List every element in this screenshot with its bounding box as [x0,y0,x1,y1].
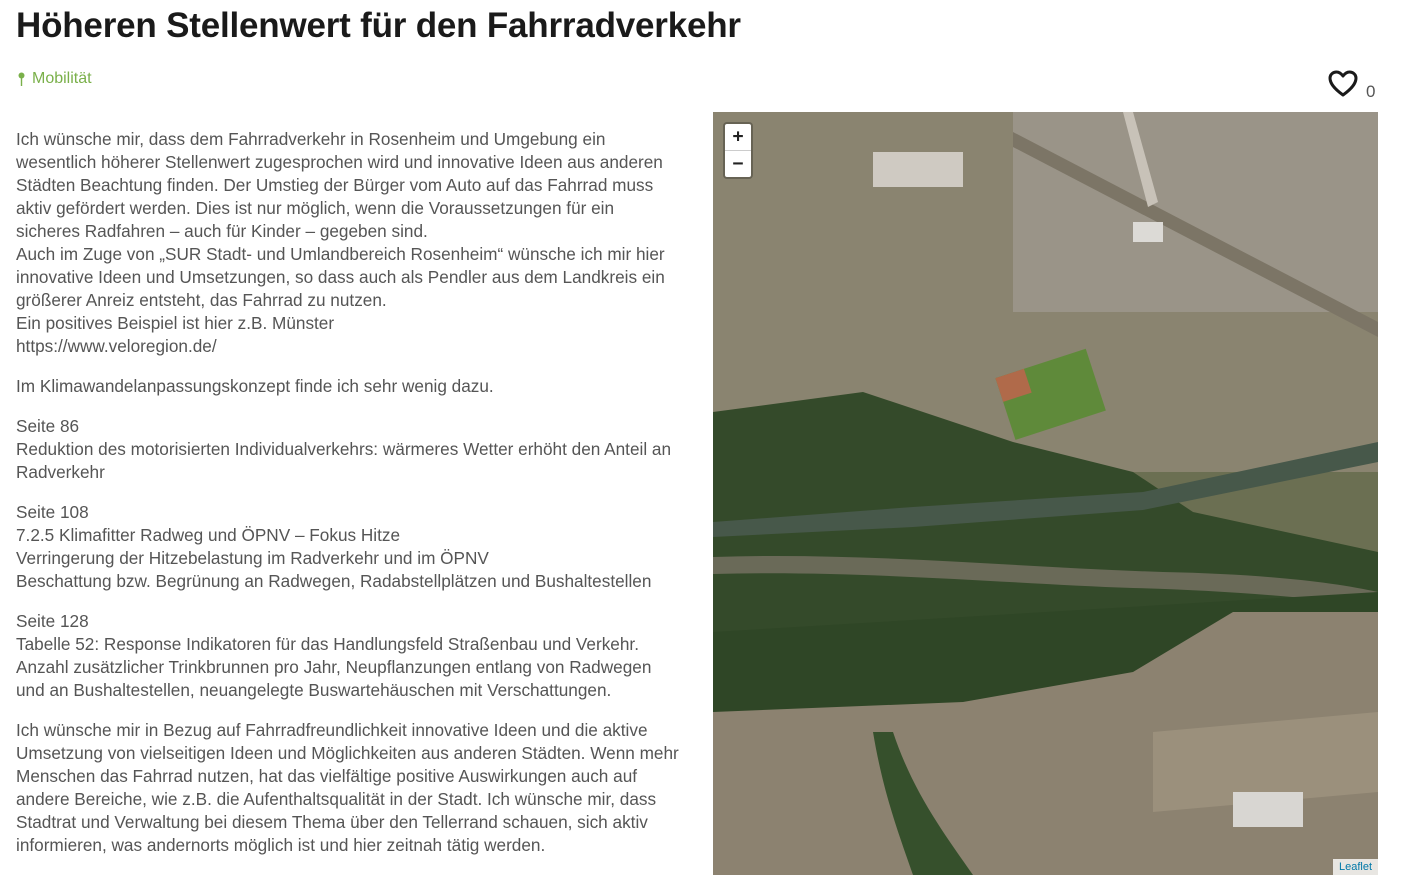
text-line: Menschen das Fahrrad nutzen, hat das vielfältige positive Auswirkungen auch auf [16,766,638,786]
zoom-control [723,122,753,179]
text-line: wesentlich höherer Stellenwert zugesprochen wird und innovative Ideen aus anderen [16,152,663,172]
text-line: sicheres Radfahren – auch für Kinder – gegeben sind. [16,221,428,241]
text-line: andere Bereiche, wie z.B. die Aufenthaltsqualität in der Stadt. Ich wünsche mir, dass [16,789,657,809]
text-line: 7.2.5 Klimafitter Radweg und ÖPNV – Fokus Hitze [16,525,401,545]
category-label: Mobilität [32,70,92,87]
text-line: größerer Anreiz entsteht, das Fahrrad zu nutzen. [16,290,387,310]
text-line: Tabelle 52: Response Indikatoren für das Handlungsfeld Straßenbau und Verkehr. [16,634,639,654]
pin-icon [17,72,26,86]
paragraph [16,719,684,857]
map[interactable] [713,112,1378,875]
text-line: Anzahl zusätzlicher Trinkbrunnen pro Jahr, Neupflanzungen entlang von Radwegen [16,657,652,677]
text-line: Ich wünsche mir in Bezug auf Fahrradfreundlichkeit innovative Ideen und die aktive [16,720,648,740]
text-line: Ein positives Beispiel ist hier z.B. Münster [16,313,335,333]
paragraph [16,128,684,358]
like-count: 0 [1366,82,1376,101]
text-line: aktiv gefördert werden. Dies ist nur möglich, wenn die Voraussetzungen für ein [16,198,615,218]
text-line: Stadtrat und Verwaltung bei diesem Thema über den Tellerrand schauen, sich aktiv [16,812,648,832]
text-line: Verringerung der Hitzebelastung im Radverkehr und im ÖPNV [16,548,489,568]
paragraph [16,415,684,484]
text-line: https://www.veloregion.de/ [16,336,217,356]
paragraph [16,610,684,702]
text-line: Umsetzung von vielseitigen Ideen und Möglichkeiten aus anderen Städten. Wenn mehr [16,743,679,763]
text-line: Im Klimawandelanpassungskonzept finde ich sehr wenig dazu. [16,376,494,396]
text-line: Ich wünsche mir, dass dem Fahrradverkehr in Rosenheim und Umgebung ein [16,129,606,149]
text-line: Seite 86 [16,416,80,436]
text-line: Radverkehr [16,462,105,482]
zoom-out-button[interactable]: − [732,153,744,174]
heart-icon[interactable] [1328,70,1358,98]
text-line: Reduktion des motorisierten Individualverkehrs: wärmeres Wetter erhöht den Anteil an [16,439,672,459]
text-line: Städten Beachtung finden. Der Umstieg der Bürger vom Auto auf das Fahrrad muss [16,175,654,195]
paragraph [16,501,684,593]
page-title: Höheren Stellenwert für den Fahrradverkehr [16,6,741,45]
text-line: Beschattung bzw. Begrünung an Radwegen, Radabstellplätzen und Bushaltestellen [16,571,652,591]
category-tag[interactable] [17,70,92,88]
proposal-body [16,128,684,874]
text-line: Seite 108 [16,502,89,522]
paragraph [16,375,684,398]
like-control[interactable] [1328,70,1376,101]
text-line: und an Bushaltestellen, neuangelegte Buswartehäuschen mit Verschattungen. [16,680,612,700]
zoom-in-button[interactable]: + [725,124,751,151]
aerial-map-image [713,112,1378,875]
map-attribution[interactable]: Leaflet [1333,859,1378,875]
text-line: informieren, was andernorts möglich ist und hier zeitnah tätig werden. [16,835,546,855]
text-line: innovative Ideen und Umsetzungen, so dass auch als Pendler aus dem Landkreis ein [16,267,665,287]
text-line: Seite 128 [16,611,89,631]
text-line: Auch im Zuge von „SUR Stadt- und Umlandbereich Rosenheim“ wünsche ich mir hier [16,244,665,264]
